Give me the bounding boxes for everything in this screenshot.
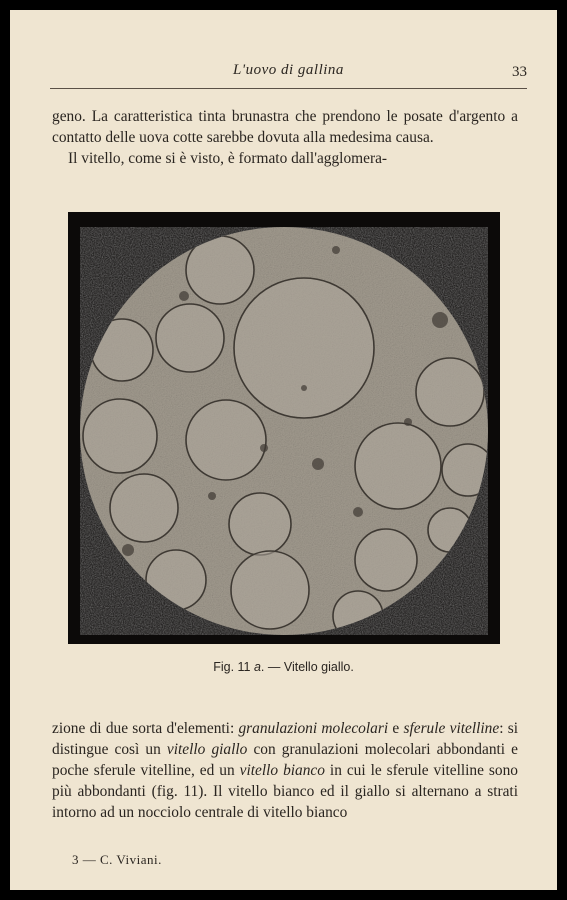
vitelline-sphere <box>83 399 157 473</box>
paragraph-vitello: Il vitello, come si è visto, è formato dall'agglomera- <box>68 150 388 167</box>
caption-suffix: . — Vitello giallo. <box>260 660 354 674</box>
running-head <box>50 62 527 89</box>
running-title: L'uovo di gallina <box>233 62 344 78</box>
vitelline-sphere <box>229 493 291 555</box>
vitelline-sphere <box>156 304 224 372</box>
vitelline-sphere <box>355 529 417 591</box>
vitelline-sphere <box>234 278 374 418</box>
term-sferule: sferule vitelline <box>403 720 500 737</box>
caption-letter: a <box>253 660 261 674</box>
figure-caption <box>10 660 557 674</box>
caption-prefix: Fig. 11 <box>213 660 254 674</box>
vitelline-sphere <box>110 474 178 542</box>
vitelline-sphere <box>186 400 266 480</box>
micrograph-figure <box>68 212 500 644</box>
term-vitello-bianco: vitello bianco <box>239 762 325 779</box>
term-vitello-giallo: vitello giallo <box>166 741 248 758</box>
body-text-bottom <box>52 718 518 823</box>
term-granulazioni: granulazioni molecolari <box>238 720 389 737</box>
body-text-top <box>52 106 518 169</box>
vitelline-sphere <box>231 551 309 629</box>
signature-mark: 3 — C. Viviani. <box>72 852 162 867</box>
book-page <box>10 10 557 890</box>
vitelline-sphere <box>355 423 441 509</box>
vitelline-sphere <box>416 358 484 426</box>
paragraph-continued: geno. La caratteristica tinta brunastra che prendono le posate d'argento a contatto delle uova cotte sarebbe dovuta alla medesima causa. <box>52 108 518 146</box>
page-number: 33 <box>512 64 527 80</box>
paragraph-elements: zione di due sorta d'elementi: granulazioni molecolari e sferule vitelline: si distingue così un vitello giallo con granulazioni molecolari abbondanti e poche sferule vitelline, ed un vitello bianco in cui le sferule vitelline sono più abbondanti (fig. 11). Il vitello bianco ed il giallo si alternano a strati intorno ad un nocciolo centrale di vitello bianco <box>52 720 519 821</box>
micrograph-image <box>68 212 500 644</box>
